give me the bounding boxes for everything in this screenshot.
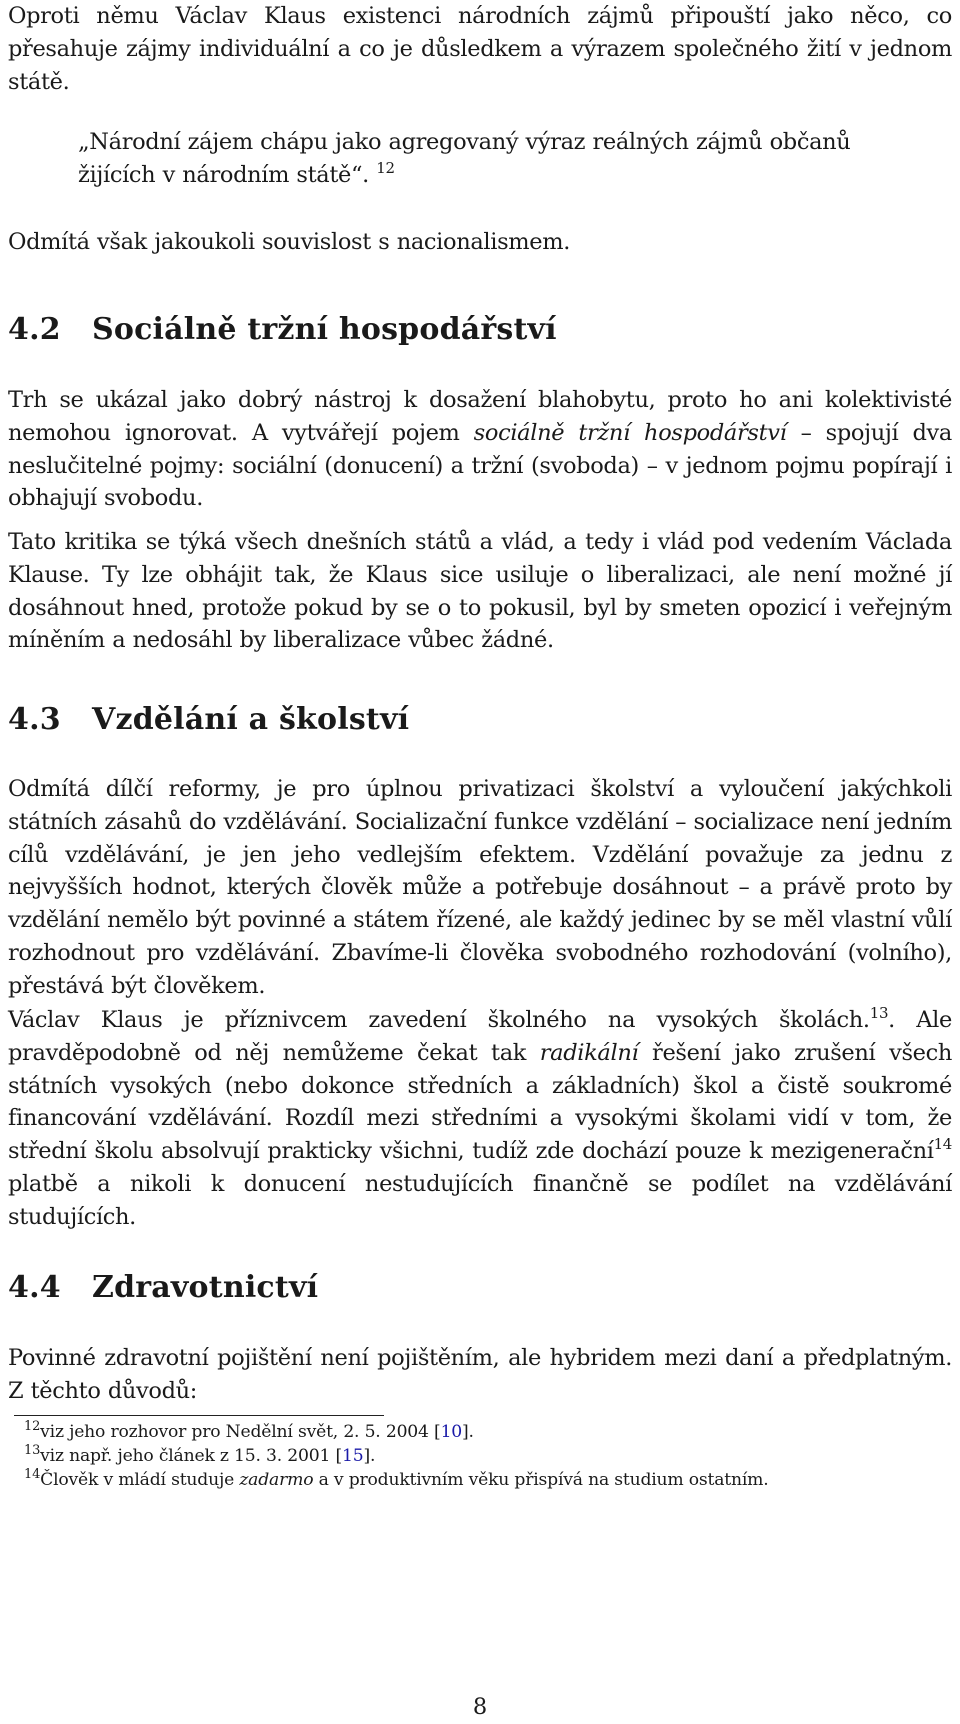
footnote-divider [14, 1415, 384, 1416]
footnote-13: $^{13}$viz např. jeho článek z 15. 3. 2001 [15]. [24, 1443, 376, 1466]
citation-link[interactable]: 15 [342, 1446, 364, 1466]
intro-paragraph-2 [8, 226, 952, 259]
section-title-text: Sociálně tržní hospodářství [92, 312, 557, 347]
paragraph-text: Václav Klaus je příznivcem zavedení školného na vysokých školách.$^{13}$. Ale pravděpodobně od něj nemůžeme čekat tak radikální řešení jako zrušení všech státních vysokých (nebo dokonce středních a základních) škol a čistě soukromé financování vzdělávání. Rozdíl mezi středními a vysokými školami vidí v tom, že střední školu absolvují prakticky všichni, tudíž zde dochází pouze k mezigenerační$^{14}$ platbě a nikoli k donucení nestudujících finančně se podílet na vzdělávání studujících. [8, 1004, 953, 1230]
s44-paragraph-1 [8, 1342, 952, 1408]
section-number: 4.2 [8, 312, 61, 347]
paragraph-text: Tato kritika se týká všech dnešních států a vlád, a tedy i vlád pod vedením Václada Klause. Ty lze obhájit tak, že Klaus sice usiluje o liberalizaci, ale není možné jí dosáhnout hned, protože pokud by se o to pokusil, byl by smeten opozicí i veřejným míněním a nedosáhl by liberalizace vůbec žádné. [8, 529, 952, 654]
section-number: 4.4 [8, 1270, 61, 1305]
s42-paragraph-2 [8, 526, 952, 657]
footnote-mark-12[interactable]: 12 [376, 158, 395, 177]
quote-text: „Národní zájem chápu jako agregovaný výraz reálných zájmů občanů žijících v národním státě“. $^{12}$ [78, 129, 851, 188]
section-title [8, 1268, 952, 1308]
footnote-14: $^{14}$Člověk v mládí studuje zadarmo a v produktivním věku přispívá na studium ostatním. [24, 1467, 769, 1490]
page-number: 8 [472, 1694, 488, 1720]
footnote-mark: 14 [24, 1467, 41, 1482]
s42-paragraph-1 [8, 384, 952, 515]
footnote-mark: 13 [24, 1443, 41, 1458]
section-heading-4-2 [8, 310, 952, 350]
paragraph-text: Trh se ukázal jako dobrý nástroj k dosažení blahobytu, proto ho ani kolektivisté nemohou ignorovat. A vytvářejí pojem sociálně tržní hospodářství – spojují dva neslučitelné pojmy: sociální (donucení) a tržní (svoboda) – v jednom pojmu popírají i obhajují svobodu. [8, 387, 952, 512]
footnote-mark-13[interactable]: 13 [869, 1004, 889, 1022]
section-title-text: Vzdělání a školství [92, 702, 410, 737]
footnote-mark-14[interactable]: 14 [933, 1135, 952, 1154]
section-title [8, 310, 952, 350]
emphasis-term: radikální [539, 1039, 639, 1066]
section-title-text: Zdravotnictví [92, 1270, 319, 1305]
citation-link[interactable]: 10 [440, 1422, 463, 1442]
intro-text: Oproti němu Václav Klaus existenci národních zájmů připouští jako něco, co přesahuje zájmy individuální a co je důsledkem a výrazem společného žití v jednom státě. [8, 3, 952, 95]
emphasis-term: sociálně tržní hospodářství [473, 419, 787, 446]
footnote-12: $^{12}$viz jeho rozhovor pro Nedělní svět, 2. 5. 2004 [10]. [24, 1419, 474, 1442]
section-heading-4-3 [8, 700, 952, 740]
footnote-mark: 12 [24, 1419, 41, 1434]
paragraph-text: Odmítá dílčí reformy, je pro úplnou privatizaci školství a vyloučení jakýchkoli státních zásahů do vzdělávání. Socializační funkce vzdělání – socializace není jedním cílů vzdělávání, je jen jeho vedlejším efektem. Vzdělání považuje za jednu z nejvyšších hodnot, kterých člověk může a potřebuje dosáhnout – a právě proto by vzdělání nemělo být povinné a státem řízené, ale každý jedinec by se měl vlastní vůlí rozhodnout pro vzdělávání. Zbavíme-li člověka svobodného rozhodování (volního), přestává být člověkem. [8, 776, 952, 999]
s43-paragraph-2 [8, 1004, 952, 1234]
section-number: 4.3 [8, 702, 61, 737]
intro-text-2: Odmítá však jakoukoli souvislost s nacionalismem. [8, 229, 571, 255]
paragraph-text: Povinné zdravotní pojištění není pojištěním, ale hybridem mezi daní a předplatným. Z těchto důvodů: [8, 1345, 952, 1404]
section-title [8, 700, 952, 740]
block-quote [8, 126, 952, 192]
section-heading-4-4 [8, 1268, 952, 1308]
intro-paragraph [8, 0, 952, 98]
s43-paragraph-1 [8, 773, 952, 1003]
emphasis-term: zadarmo [239, 1470, 314, 1490]
